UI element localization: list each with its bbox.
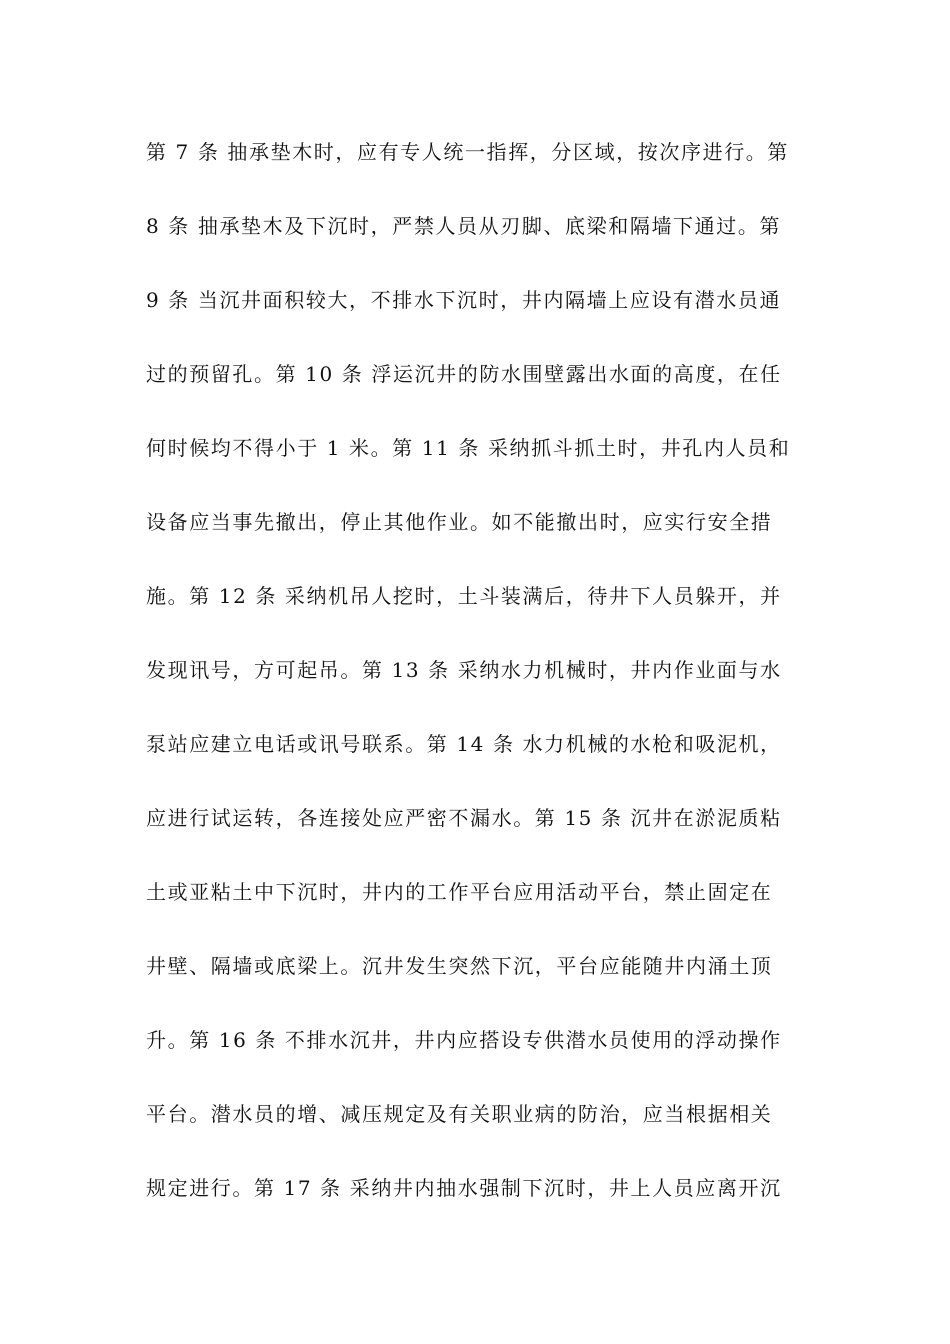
text-line-10: 应进行试运转，各连接处应严密不漏水。第 15 条 沉井在淤泥质粘 bbox=[146, 806, 782, 830]
text-line-5: 何时候均不得小于 1 米。第 11 条 采纳抓斗抓土时，井孔内人员和 bbox=[146, 436, 791, 460]
text-line-4: 过的预留孔。第 10 条 浮运沉井的防水围壁露出水面的高度，在任 bbox=[146, 362, 782, 386]
text-line-11: 土或亚粘土中下沉时，井内的工作平台应用活动平台，禁止固定在 bbox=[146, 880, 773, 904]
text-line-1: 第 7 条 抽承垫木时，应有专人统一指挥，分区域，按次序进行。第 bbox=[146, 140, 789, 164]
text-line-12: 井壁、隔墙或底梁上。沉井发生突然下沉，平台应能随井内涌土顶 bbox=[146, 954, 773, 978]
text-line-14: 平台。潜水员的增、减压规定及有关职业病的防治，应当根据相关 bbox=[146, 1102, 773, 1126]
text-line-3: 9 条 当沉井面积较大，不排水下沉时，井内隔墙上应设有潜水员通 bbox=[146, 288, 782, 312]
text-line-9: 泵站应建立电话或讯号联系。第 14 条 水力机械的水枪和吸泥机， bbox=[146, 732, 782, 756]
text-line-2: 8 条 抽承垫木及下沉时，严禁人员从刃脚、底梁和隔墙下通过。第 bbox=[146, 214, 782, 238]
text-line-7: 施。第 12 条 采纳机吊人挖时，土斗装满后，待井下人员躲开，并 bbox=[146, 584, 782, 608]
text-line-6: 设备应当事先撤出，停止其他作业。如不能撤出时，应实行安全措 bbox=[146, 510, 773, 534]
body-text bbox=[146, 131, 806, 1241]
text-line-13: 升。第 16 条 不排水沉井，井内应搭设专供潜水员使用的浮动操作 bbox=[146, 1028, 782, 1052]
text-line-8: 发现讯号，方可起吊。第 13 条 采纳水力机械时，井内作业面与水 bbox=[146, 658, 782, 682]
text-line-15: 规定进行。第 17 条 采纳井内抽水强制下沉时，井上人员应离开沉 bbox=[146, 1176, 782, 1200]
